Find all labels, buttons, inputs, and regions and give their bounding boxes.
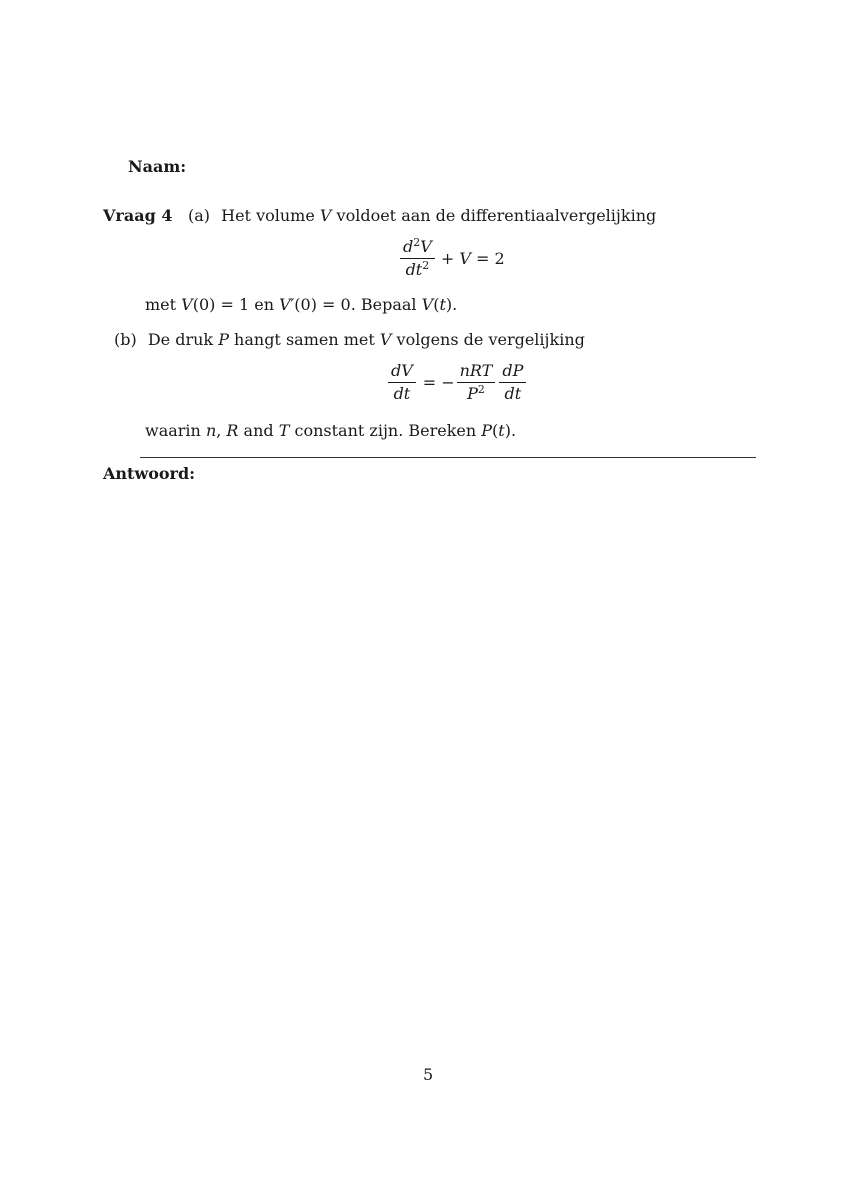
separator-line <box>140 457 756 458</box>
part-a-conditions: met V(0) = 1 en V′(0) = 0. Bepaal V(t). <box>145 295 458 314</box>
name-label: Naam: <box>128 157 187 176</box>
equation-a <box>398 238 505 278</box>
part-a-marker: (a) <box>188 206 211 225</box>
part-b-marker: (b) <box>114 330 137 349</box>
part-b-intro <box>114 330 585 349</box>
equation-b-rhs: $\frac{dP}{dt}$ <box>499 362 526 402</box>
question-label: Vraag 4 <box>103 206 173 225</box>
page-number: 5 <box>423 1065 434 1084</box>
equation-a-rest: + V = 2 <box>440 248 505 268</box>
equation-b: $\frac{dV}{dt}$ = − $\frac{\text{nRT}}{P^2}$ $\frac{dP}{dt}$ <box>386 362 528 402</box>
part-b-note: waarin n, R and T constant zijn. Bereken P(t). <box>145 421 517 440</box>
answer-label: Antwoord: <box>103 464 196 483</box>
part-a-intro <box>188 206 656 225</box>
equation-a-fraction: $\frac{d^2V}{dt^2}$ <box>400 238 435 278</box>
equation-b-mid: $\frac{\text{nRT}}{P^2}$ <box>457 362 496 402</box>
part-a-text: Het volume V voldoet aan de differentiaalvergelijking <box>221 206 657 225</box>
equation-b-lhs: $\frac{dV}{dt}$ <box>388 362 416 402</box>
part-b-text: De druk P hangt samen met V volgens de vergelijking <box>147 330 585 349</box>
